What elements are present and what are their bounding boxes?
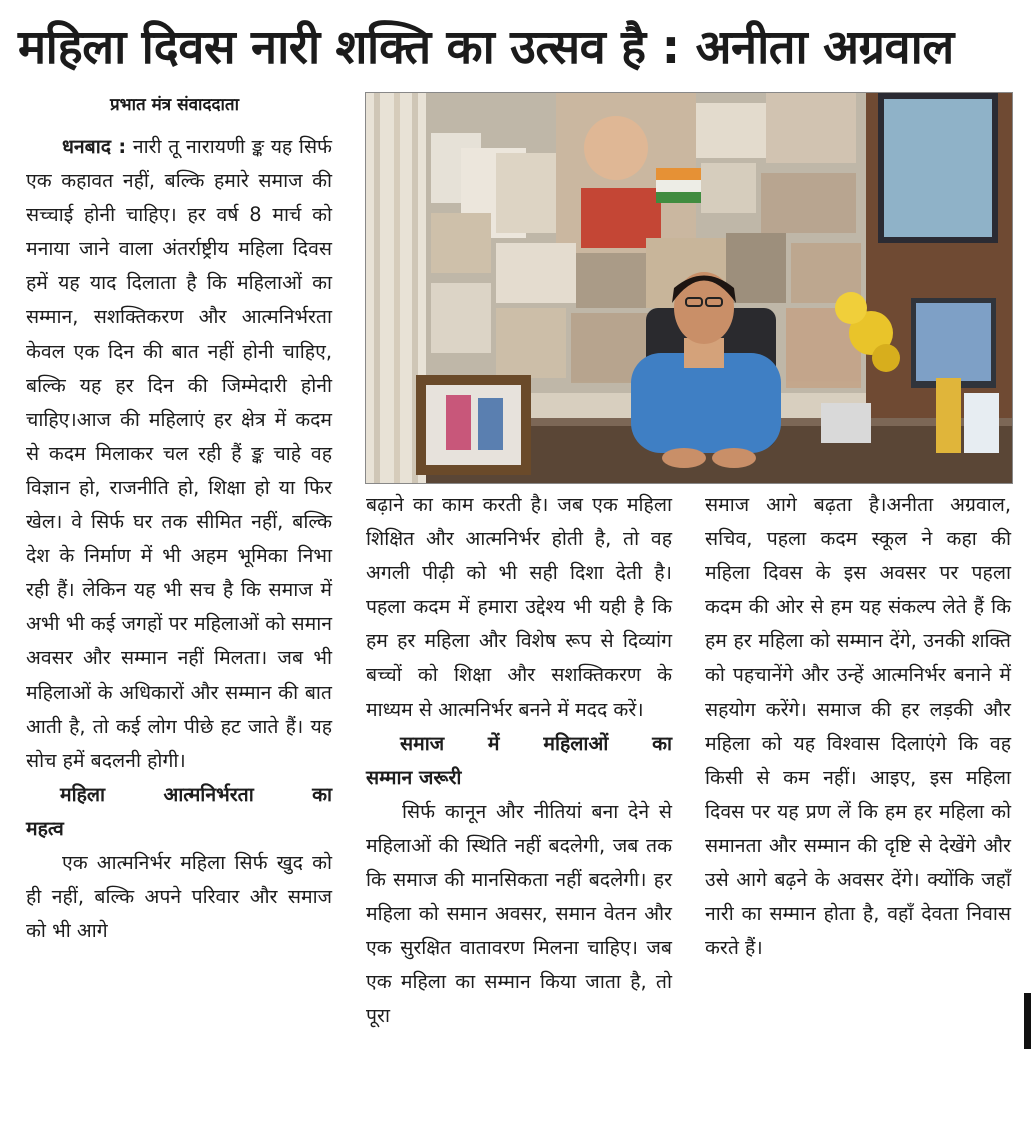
photo-illustration bbox=[366, 93, 1012, 483]
subheading: समाज में महिलाओं का bbox=[400, 731, 672, 755]
article-column-3 bbox=[705, 488, 1011, 1138]
subheading-continued: सम्मान जरूरी bbox=[366, 765, 462, 789]
news-photo bbox=[365, 92, 1013, 484]
article-column-1 bbox=[26, 130, 332, 1140]
article-paragraph: समाज आगे बढ़ता है।अनीता अग्रवाल, सचिव, पहला कदम स्कूल ने कहा की महिला दिवस के इस अवसर पर पहला कदम की ओर से हम यह संकल्प लेते हैं कि हम हर महिला को सम्मान देंगे, उनकी शक्ति को पहचानेंगे और उन्हें आत्मनिर्भर बनाने में सहयोग करेंगे। समाज की हर लड़की और महिला को यह विश्वास दिलाएंगे कि वह किसी से कम नहीं। आइए, इस महिला दिवस पर यह प्रण लें कि हम हर महिला को समानता और सम्मान की दृष्टि से देखेंगे और उसे आगे बढ़ने के अवसर देंगे। क्योंकि जहाँ नारी का सम्मान होता है, वहाँ देवता निवास करते हैं। bbox=[705, 493, 1011, 960]
paragraph-text: नारी तू नारायणी ङ्क यह सिर्फ एक कहावत नहीं, बल्कि हमारे समाज की सच्चाई होनी चाहिए। हर वर्ष 8 मार्च को मनाया जाने वाला अंतर्राष्ट्रीय महिला दिवस हमें यह याद दिलाता है कि महिलाओं का सम्मान, सशक्तिकरण और आत्मनिर्भरता केवल एक दिन की बात नहीं होनी चाहिए, बल्कि यह हर दिन की जिम्मेदारी होनी चाहिए।आज की महिलाएं हर क्षेत्र में कदम से कदम मिलाकर चल रही हैं ङ्क चाहे वह विज्ञान हो, राजनीति हो, शिक्षा हो या फिर खेल। वे सिर्फ घर तक सीमित नहीं, बल्कि देश के निर्माण में भी अहम भूमिका निभा रही हैं। लेकिन यह भी सच है कि समाज में अभी भी कई जगहों पर महिलाओं को समान अवसर और सम्मान नहीं मिलता। जब भी महिलाओं के अधिकारों और सम्मान की बात आती है, तो कई लोग पीछे हट जाते हैं। यह सोच हमें बदलनी होगी। bbox=[26, 135, 333, 772]
article-paragraph: सिर्फ कानून और नीतियां बना देने से महिलाओं की स्थिति नहीं बदलेगी, जब तक कि समाज की मानसिकता नहीं बदलेगी। हर महिला को समान अवसर, समान वेतन और एक सुरक्षित वातावरण मिलना चाहिए। जब एक महिला का सम्मान किया जाता है, तो पूरा bbox=[366, 799, 672, 1028]
article-paragraph: एक आत्मनिर्भर महिला सिर्फ खुद को ही नहीं, बल्कि अपने परिवार और समाज को भी आगे bbox=[26, 850, 332, 943]
subheading: महिला आत्मनिर्भरता का bbox=[60, 782, 332, 806]
article-column-2 bbox=[366, 488, 672, 1138]
article-paragraph: बढ़ाने का काम करती है। जब एक महिला शिक्षित और आत्मनिर्भर होती है, तो वह अगली पीढ़ी को भी सही दिशा देती है। पहला कदम में हमारा उद्देश्य भी यही है कि हम हर महिला और विशेष रूप से दिव्यांग बच्चों को शिक्षा और सशक्तिकरण के माध्यम से आत्मनिर्भर बनने में मदद करें। bbox=[366, 493, 672, 721]
byline: प्रभात मंत्र संवाददाता bbox=[110, 95, 240, 115]
subheading-continued: महत्व bbox=[26, 816, 64, 840]
page-edge-mark bbox=[1024, 993, 1031, 1049]
article-paragraph bbox=[26, 130, 332, 778]
dateline: धनबाद : bbox=[62, 135, 127, 158]
headline: महिला दिवस नारी शक्ति का उत्सव है : अनीता अग्रवाल bbox=[18, 20, 954, 75]
